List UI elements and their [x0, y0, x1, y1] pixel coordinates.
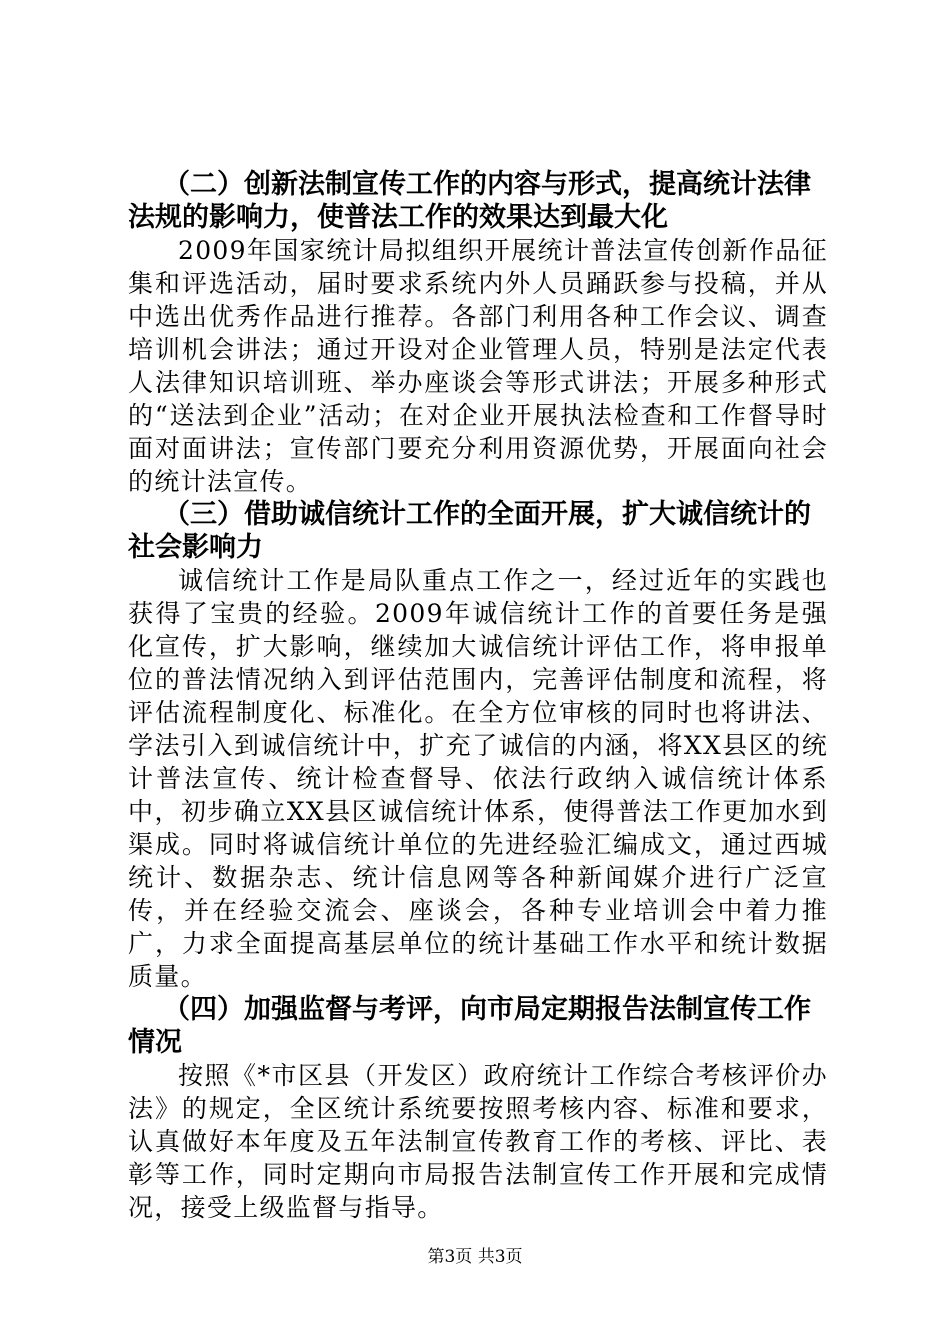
- section-paragraph-4: 按照《*市区县（开发区）政府统计工作综合考核评价办法》的规定，全区统计系统要按照考核内容、标准和要求，认真做好本年度及五年法制宣传教育工作的考核、评比、表彰等工作，同时定期向市局报告法制宣传工作开展和完成情况，接受上级监督与指导。: [128, 1061, 828, 1222]
- section-heading-3: （三）借助诚信统计工作的全面开展，扩大诚信统计的社会影响力: [128, 499, 811, 563]
- section-paragraph-2: 2009年国家统计局拟组织开展统计普法宣传创新作品征集和评选活动，届时要求系统内外人员踊跃参与投稿，并从中选出优秀作品进行推荐。各部门利用各种工作会议、调查培训机会讲法；通过开设对企业管理人员，特别是法定代表人法律知识培训班、举办座谈会等形式讲法；开展多种形式的“送法到企业”活动；在对企业开展执法检查和工作督导时面对面讲法；宣传部门要充分利用资源优势，开展面向社会的统计法宣传。: [128, 236, 828, 496]
- page-number-footer: 第3页 共3页: [427, 1247, 523, 1267]
- section-heading-2: （二）创新法制宣传工作的内容与形式，提高统计法律法规的影响力，使普法工作的效果达到最大化: [128, 169, 811, 233]
- document-body: [128, 168, 828, 1224]
- section-heading-4: （四）加强监督与考评，向市局定期报告法制宣传工作情况: [128, 994, 811, 1058]
- section-paragraph-3: 诚信统计工作是局队重点工作之一，经过近年的实践也获得了宝贵的经验。2009年诚信统计工作的首要任务是强化宣传，扩大影响，继续加大诚信统计评估工作，将申报单位的普法情况纳入到评估范围内，完善评估制度和流程，将评估流程制度化、标准化。在全方位审核的同时也将讲法、学法引入到诚信统计中，扩充了诚信的内涵，将XX县区的统计普法宣传、统计检查督导、依法行政纳入诚信统计体系中，初步确立XX县区诚信统计体系，使得普法工作更加水到渠成。同时将诚信统计单位的先进经验汇编成文，通过西城统计、数据杂志、统计信息网等各种新闻媒介进行广泛宣传，并在经验交流会、座谈会，各种专业培训会中着力推广，力求全面提高基层单位的统计基础工作水平和统计数据质量。: [128, 566, 828, 991]
